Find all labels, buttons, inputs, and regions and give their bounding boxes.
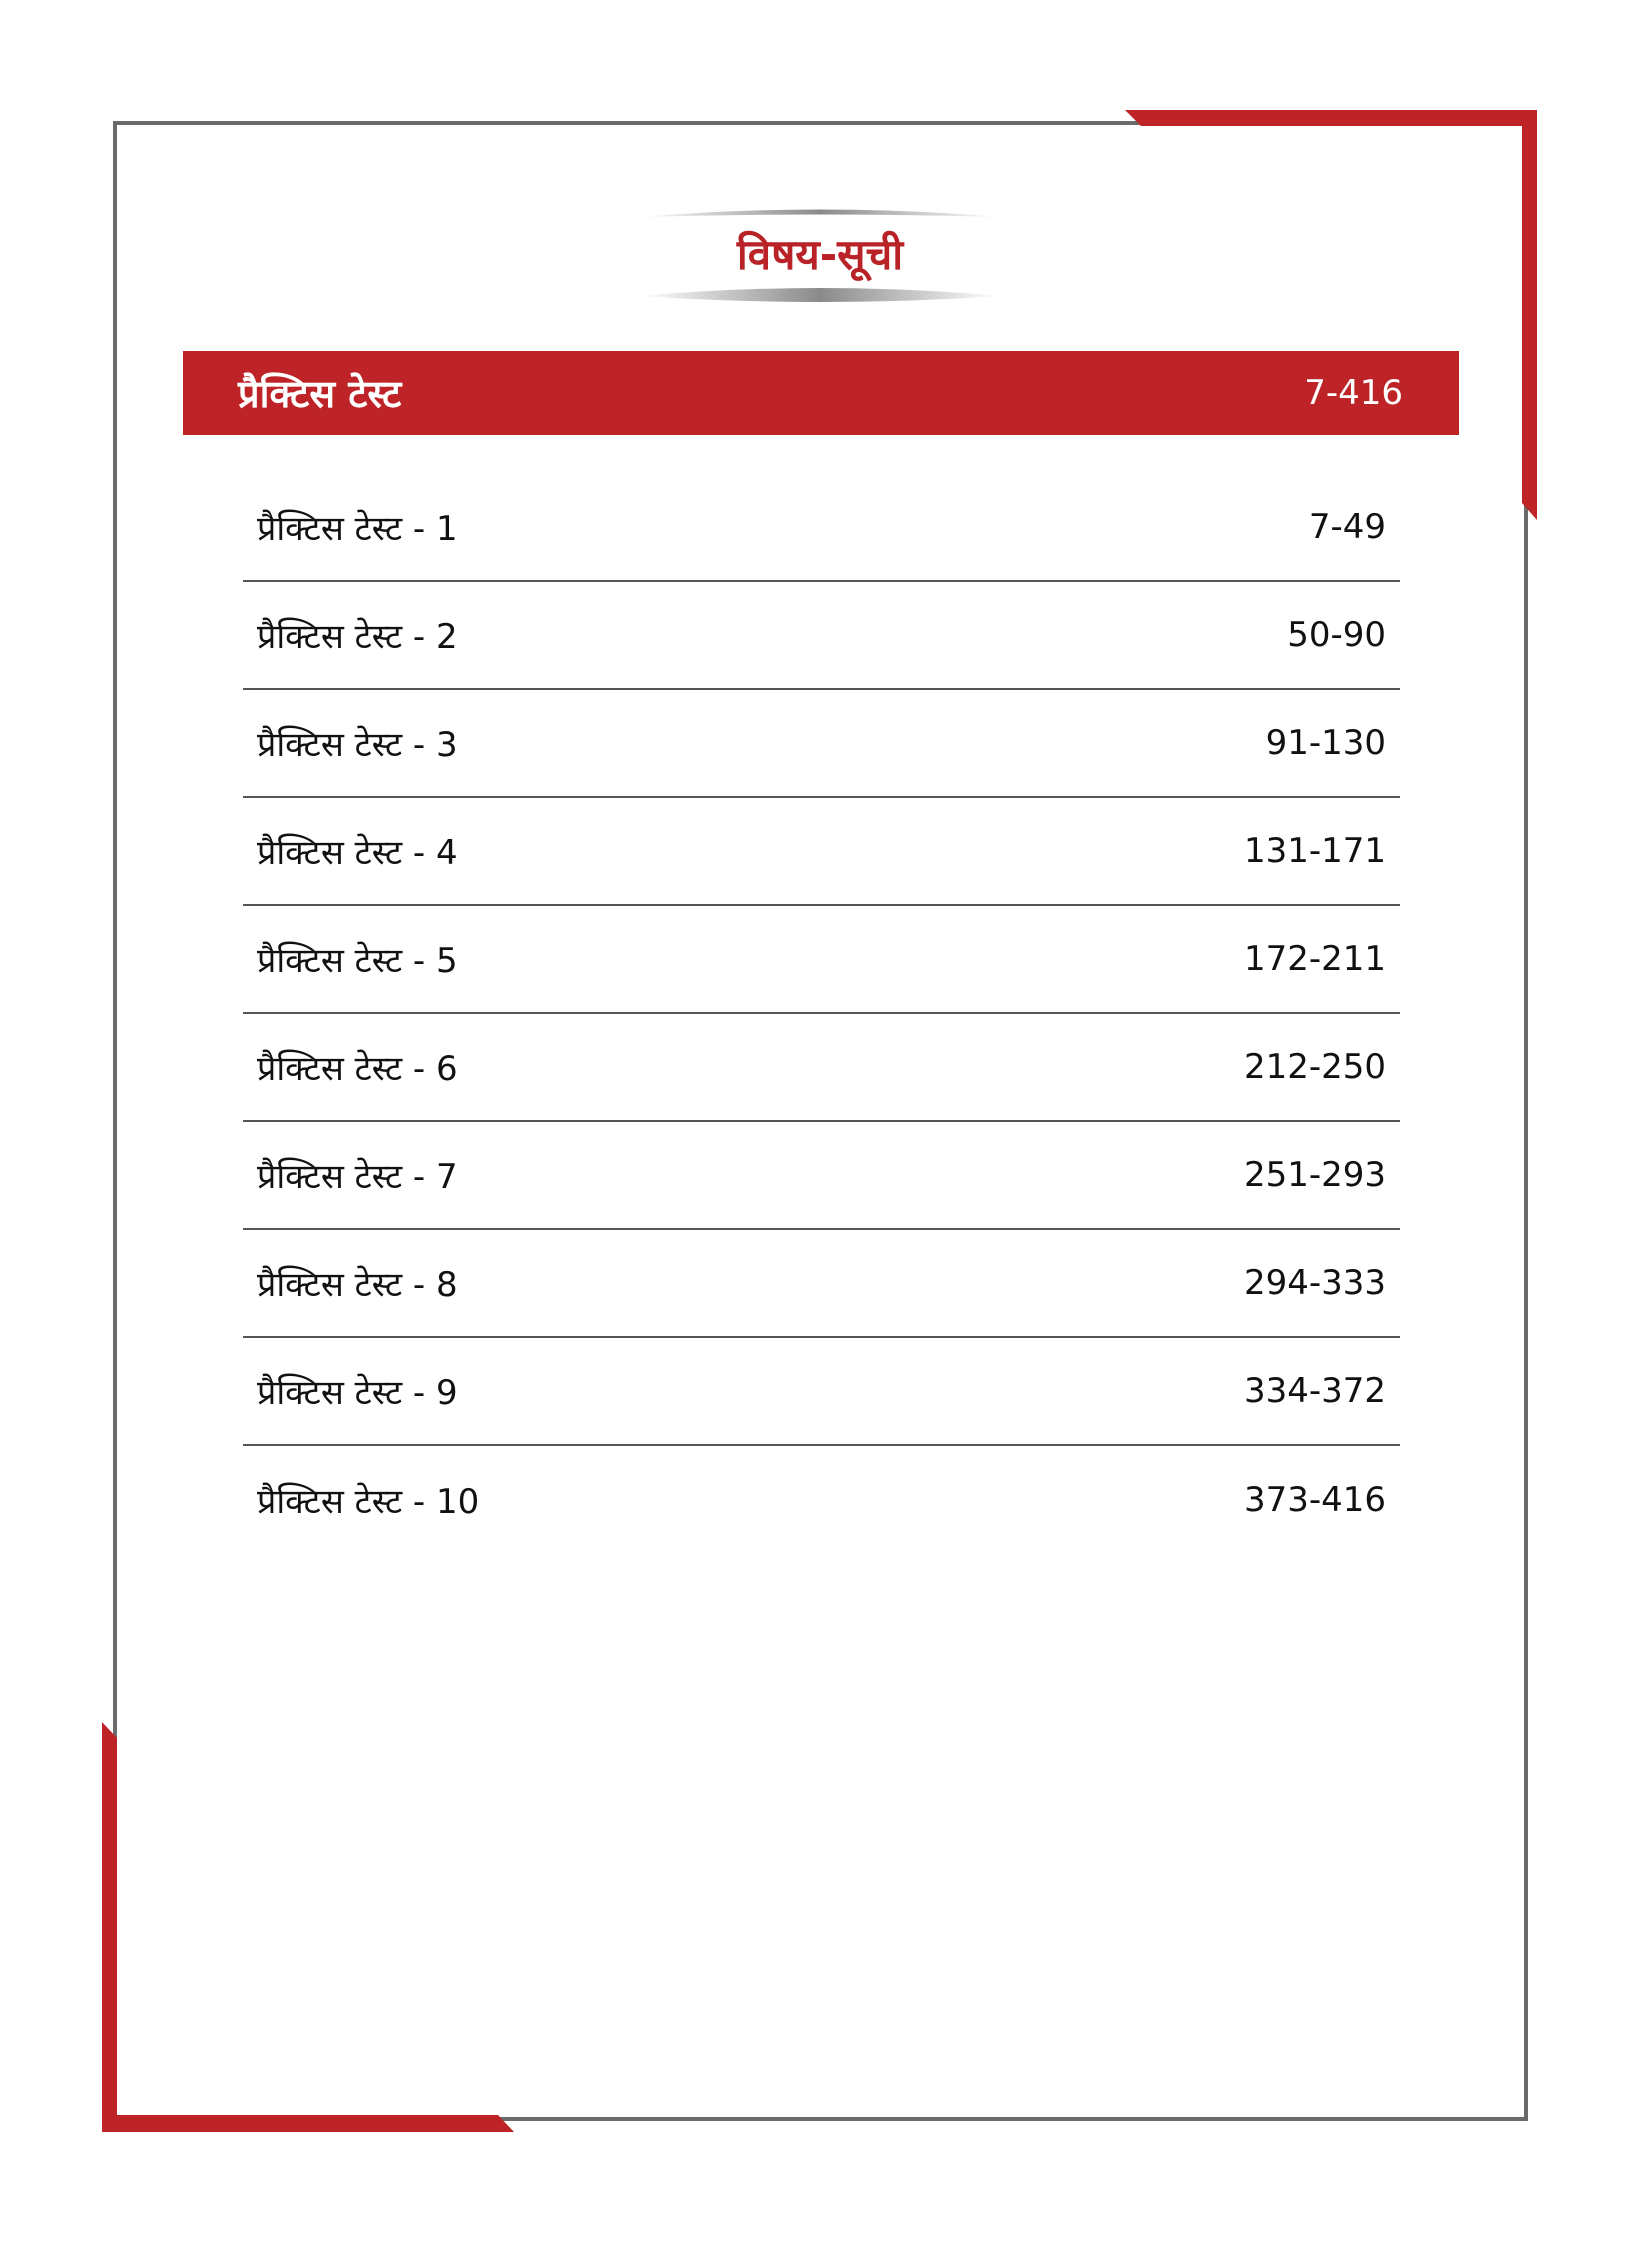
toc-entry-pages: 251-293 [1243, 1155, 1386, 1195]
toc-row [243, 906, 1400, 1014]
section-page-range: 7-416 [1304, 373, 1403, 413]
section-header [183, 351, 1459, 435]
toc-entry-title: प्रैक्टिस टेस्ट - 4 [257, 833, 458, 873]
table-of-contents [243, 474, 1400, 1554]
toc-row [243, 690, 1400, 798]
page-title-block [640, 204, 1000, 304]
toc-entry-title: प्रैक्टिस टेस्ट - 7 [257, 1157, 458, 1197]
toc-entry-pages: 334-372 [1243, 1371, 1386, 1411]
toc-entry-pages: 294-333 [1243, 1263, 1386, 1303]
toc-row [243, 798, 1400, 906]
toc-row [243, 474, 1400, 582]
toc-entry-pages: 212-250 [1243, 1047, 1386, 1087]
toc-entry-pages: 373-416 [1243, 1480, 1386, 1520]
toc-entry-title: प्रैक्टिस टेस्ट - 3 [257, 725, 458, 765]
toc-entry-title: प्रैक्टिस टेस्ट - 2 [257, 617, 458, 657]
toc-row [243, 1446, 1400, 1554]
toc-row [243, 1338, 1400, 1446]
toc-row [243, 1230, 1400, 1338]
toc-entry-title: प्रैक्टिस टेस्ट - 9 [257, 1373, 458, 1413]
page-title: विषय-सूची [736, 230, 904, 279]
toc-entry-title: प्रैक्टिस टेस्ट - 6 [257, 1049, 458, 1089]
toc-entry-pages: 91-130 [1265, 723, 1386, 763]
toc-entry-pages: 7-49 [1308, 507, 1386, 547]
section-title: प्रैक्टिस टेस्ट [238, 372, 402, 416]
corner-accent-top-right [1125, 110, 1540, 520]
toc-row [243, 1014, 1400, 1122]
toc-entry-pages: 172-211 [1243, 939, 1386, 979]
toc-entry-pages: 131-171 [1243, 831, 1386, 871]
toc-entry-title: प्रैक्टिस टेस्ट - 10 [257, 1482, 480, 1522]
toc-entry-pages: 50-90 [1287, 615, 1386, 655]
toc-row [243, 1122, 1400, 1230]
toc-entry-title: प्रैक्टिस टेस्ट - 5 [257, 941, 458, 981]
toc-entry-title: प्रैक्टिस टेस्ट - 1 [257, 509, 458, 549]
corner-accent-bottom-left [102, 1722, 514, 2134]
toc-entry-title: प्रैक्टिस टेस्ट - 8 [257, 1265, 458, 1305]
toc-row [243, 582, 1400, 690]
